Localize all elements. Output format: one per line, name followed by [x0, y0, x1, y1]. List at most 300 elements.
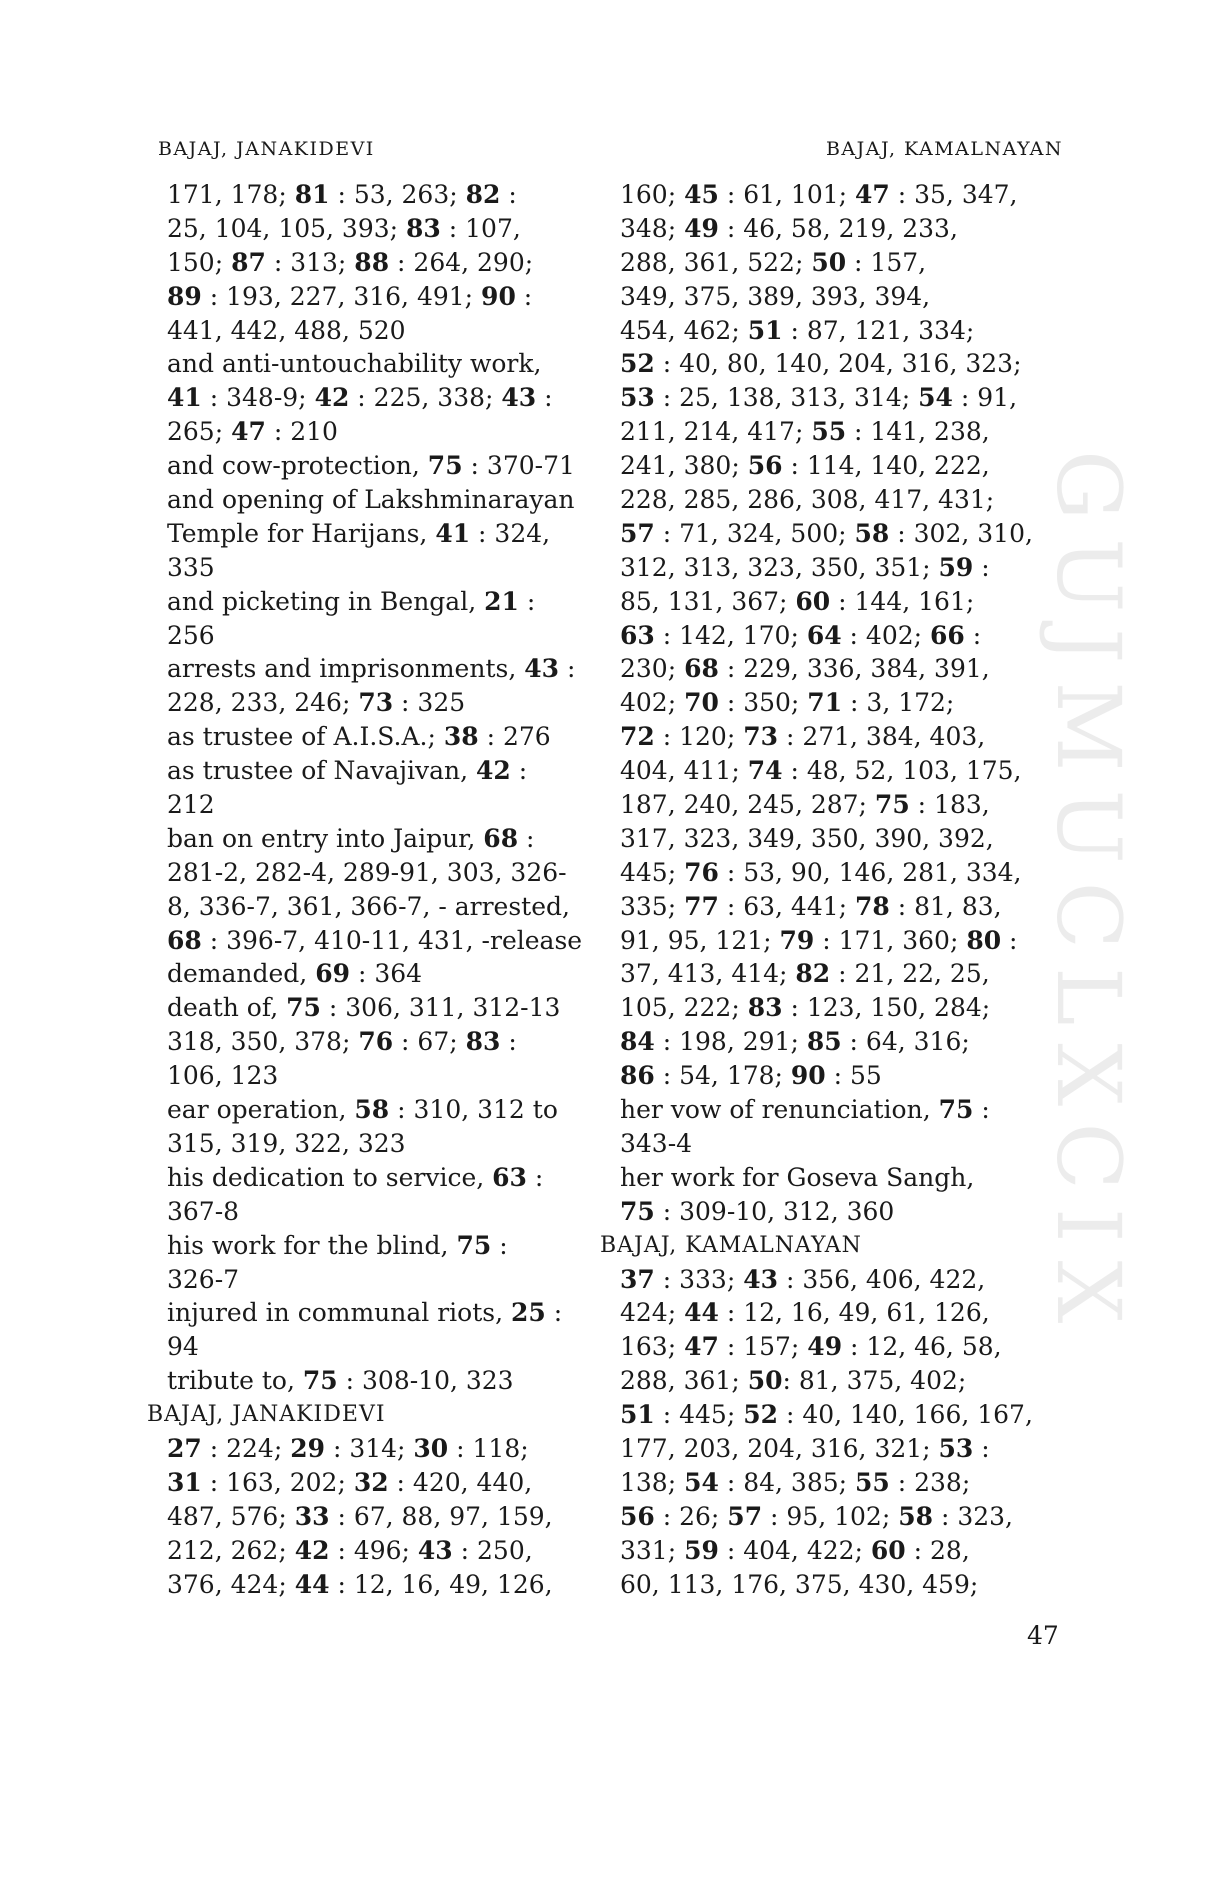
index-line [167, 551, 592, 585]
volume-number: 51 [747, 315, 783, 345]
index-text: : 61, 101; [718, 180, 855, 209]
index-text: 487, 576; [167, 1501, 295, 1531]
index-line [620, 347, 1070, 381]
index-text: : 64, 316; [841, 1027, 970, 1057]
index-text: : 28, [905, 1535, 970, 1565]
index-text: : 120; [654, 722, 744, 752]
volume-number: 70 [684, 688, 719, 718]
index-line [167, 1059, 592, 1093]
volume-number: 75 [620, 1196, 655, 1226]
index-text: 318, 350, 378; [167, 1027, 359, 1057]
volume-number: 75 [938, 1095, 974, 1125]
index-text: : 396-7, 410-11, 431, -release [201, 925, 583, 955]
volume-number: 90 [481, 281, 516, 311]
index-line [620, 924, 1070, 958]
index-line [620, 619, 1070, 653]
volume-number: 84 [620, 1027, 655, 1057]
volume-number: 43 [524, 654, 560, 684]
volume-number: 41 [435, 518, 471, 548]
volume-number: 81 [294, 180, 330, 209]
index-text: : 264, 290; [389, 247, 534, 277]
index-line [167, 314, 592, 348]
volume-number: 38 [443, 722, 479, 752]
volume-number: 75 [427, 451, 463, 481]
index-text: : 302, 310, [889, 518, 1033, 548]
volume-number: 83 [465, 1027, 501, 1057]
volume-number: 47 [231, 417, 266, 447]
index-text: : 54, 178; [654, 1061, 791, 1091]
index-text: : 95, 102; [762, 1501, 899, 1531]
index-text: : 250, [452, 1535, 533, 1565]
index-line [620, 1127, 1070, 1161]
index-text: : 12, 46, 58, [842, 1332, 1002, 1362]
index-text: 331; [620, 1535, 685, 1565]
index-line [620, 1330, 1070, 1364]
index-text: : 402; [841, 620, 931, 650]
index-text: 230; [620, 654, 685, 684]
index-line [167, 1195, 592, 1229]
index-line [167, 720, 592, 754]
index-text: and opening of Lakshminarayan [167, 485, 575, 515]
index-text: : 84, 385; [718, 1467, 855, 1497]
index-text: : [973, 1095, 990, 1125]
index-text: injured in communal riots, [167, 1298, 511, 1328]
index-text: 376, 424; [167, 1569, 295, 1599]
volume-number: 52 [743, 1400, 778, 1430]
index-text: : 333; [654, 1264, 744, 1294]
index-line [167, 1296, 592, 1330]
index-text: 317, 323, 349, 350, 390, 392, [620, 823, 994, 853]
index-line [167, 686, 592, 720]
index-text: : 350; [718, 688, 808, 718]
volume-number: 43 [743, 1264, 778, 1294]
index-text: : 309-10, 312, 360 [654, 1196, 895, 1226]
volume-number: 73 [358, 688, 394, 718]
volume-number: 76 [358, 1027, 394, 1057]
index-text: his dedication to service, [167, 1162, 493, 1192]
volume-number: 29 [290, 1433, 325, 1463]
volume-number: 43 [501, 383, 537, 413]
index-text: : 46, 58, 219, 233, [718, 213, 958, 243]
volume-number: 63 [620, 620, 655, 650]
index-text: 212, 262; [167, 1535, 295, 1565]
index-text: 85, 131, 367; [620, 586, 796, 616]
index-line [167, 415, 592, 449]
index-line [167, 1466, 592, 1500]
index-text: 8, 336-7, 361, 366-7, - arrested, [167, 891, 570, 921]
index-line [167, 1330, 592, 1364]
index-text: : 183, [909, 790, 990, 820]
volume-number: 42 [314, 383, 350, 413]
index-line [620, 1195, 1070, 1229]
index-line [620, 449, 1070, 483]
index-text: 177, 203, 204, 316, 321; [620, 1433, 939, 1463]
index-text: : 12, 16, 49, 61, 126, [718, 1298, 990, 1328]
index-text: : 157, [846, 247, 927, 277]
volume-number: 87 [231, 247, 266, 277]
index-text: 256 [167, 620, 215, 650]
index-text: and picketing in Bengal, [167, 586, 485, 616]
index-text: 228, 285, 286, 308, 417, 431; [620, 485, 995, 515]
index-text: : [510, 756, 528, 786]
index-text: ear operation, [167, 1095, 355, 1125]
index-text: tribute to, [167, 1366, 303, 1396]
index-line [620, 1161, 1070, 1195]
index-line [167, 1093, 592, 1127]
index-line [620, 686, 1070, 720]
index-text: 349, 375, 389, 393, 394, [620, 281, 931, 311]
index-line [167, 1534, 592, 1568]
volume-number: 79 [779, 925, 815, 955]
index-heading: BAJAJ, KAMALNAYAN [600, 1232, 862, 1258]
index-text: : [518, 586, 536, 616]
volume-number: 43 [417, 1535, 453, 1565]
index-text: : 3, 172; [842, 688, 955, 718]
volume-number: 47 [684, 1332, 719, 1362]
volume-number: 32 [353, 1467, 389, 1497]
index-line [167, 212, 592, 246]
index-text: : 364 [350, 959, 423, 989]
index-line [620, 1093, 1070, 1127]
index-text: : 224; [201, 1433, 291, 1463]
volume-number: 60 [870, 1535, 906, 1565]
index-line [620, 212, 1070, 246]
volume-number: 33 [294, 1501, 330, 1531]
volume-number: 59 [684, 1535, 719, 1565]
index-line [167, 652, 592, 686]
index-line [620, 415, 1070, 449]
index-text: : 107, [440, 213, 521, 243]
index-line [620, 1025, 1070, 1059]
index-line [167, 619, 592, 653]
index-line [167, 1432, 592, 1466]
index-text: : 348-9; [201, 383, 315, 413]
index-text: 288, 361; [620, 1366, 748, 1396]
running-head-left: BAJAJ, JANAKIDEVI [158, 138, 375, 160]
volume-number: 69 [315, 959, 351, 989]
index-text: : [559, 654, 576, 684]
index-text: : 310, 312 to [389, 1095, 558, 1125]
index-text: : 53, 263; [329, 180, 466, 209]
index-line [620, 1296, 1070, 1330]
index-text: : [545, 1298, 563, 1328]
volume-number: 25 [510, 1298, 546, 1328]
index-text: : 238; [889, 1467, 971, 1497]
volume-number: 53 [620, 383, 655, 413]
index-line [167, 1364, 592, 1398]
index-text: : 306, 311, 312-13 [320, 993, 561, 1023]
index-text: : [536, 383, 553, 413]
index-line [620, 1568, 1070, 1602]
index-text: demanded, [167, 959, 316, 989]
index-text: 171, 178; [167, 180, 295, 209]
index-column-right [600, 178, 1070, 1601]
index-text: 326-7 [167, 1264, 240, 1294]
index-line [620, 280, 1070, 314]
index-line [167, 1500, 592, 1534]
index-line [147, 1398, 592, 1432]
volume-number: 51 [620, 1400, 655, 1430]
volume-number: 50 [747, 1366, 783, 1396]
volume-number: 68 [483, 823, 519, 853]
index-line [620, 856, 1070, 890]
index-text: : 12, 16, 49, 126, [329, 1569, 553, 1599]
index-line [167, 1568, 592, 1602]
volume-number: 54 [918, 383, 953, 413]
volume-number: 86 [620, 1061, 655, 1091]
volume-number: 55 [811, 417, 847, 447]
index-text: her vow of renunciation, [620, 1095, 939, 1125]
index-line [167, 788, 592, 822]
index-line [167, 1161, 592, 1195]
index-text: 106, 123 [167, 1061, 279, 1091]
index-line [167, 1127, 592, 1161]
index-text: : 324, [470, 518, 551, 548]
index-text: death of, [167, 993, 287, 1023]
index-line [167, 1025, 592, 1059]
index-text: : [515, 281, 533, 311]
index-text: 445; [620, 857, 685, 887]
page-number: 47 [1027, 1621, 1059, 1650]
index-text: : 55 [825, 1061, 882, 1091]
index-text: : 35, 347, [889, 180, 1018, 209]
index-line [167, 585, 592, 619]
index-text: 441, 442, 488, 520 [167, 315, 406, 345]
index-line [620, 1263, 1070, 1297]
running-head-right: BAJAJ, KAMALNAYAN [825, 138, 1063, 160]
index-line [167, 1263, 592, 1297]
volume-number: 55 [855, 1467, 890, 1497]
index-text: : 271, 384, 403, [778, 722, 986, 752]
volume-number: 50 [811, 247, 847, 277]
index-text: 335; [620, 891, 685, 921]
index-text: : 53, 90, 146, 281, 334, [718, 857, 1022, 887]
index-text: 348; [620, 213, 685, 243]
index-text: : 198, 291; [654, 1027, 807, 1057]
volume-number: 44 [684, 1298, 719, 1328]
index-text: : [526, 1162, 544, 1192]
volume-number: 83 [406, 213, 441, 243]
index-text: : [973, 1433, 990, 1463]
index-line [620, 991, 1070, 1025]
index-text: arrests and imprisonments, [167, 654, 525, 684]
index-text: 404, 411; [620, 756, 748, 786]
index-text: : 356, 406, 422, [778, 1264, 986, 1294]
volume-number: 82 [465, 180, 501, 209]
volume-number: 21 [484, 586, 519, 616]
volume-number: 37 [620, 1264, 655, 1294]
index-text: as trustee of A.I.S.A.; [167, 722, 444, 752]
index-line [167, 856, 592, 890]
index-line [167, 178, 592, 212]
index-text: 228, 233, 246; [167, 688, 359, 718]
index-line [620, 890, 1070, 924]
index-line [620, 178, 1070, 212]
volume-number: 75 [302, 1366, 338, 1396]
index-text: : [1001, 925, 1018, 955]
index-text: 424; [620, 1298, 685, 1328]
index-text: : [964, 620, 982, 650]
index-text: 163; [620, 1332, 685, 1362]
index-text: : 71, 324, 500; [654, 518, 855, 548]
index-line [620, 1364, 1070, 1398]
index-line [620, 1534, 1070, 1568]
index-text: : 118; [448, 1433, 529, 1463]
volume-number: 78 [855, 891, 890, 921]
index-line [620, 483, 1070, 517]
volume-number: 57 [620, 518, 655, 548]
index-text: 312, 313, 323, 350, 351; [620, 552, 939, 582]
volume-number: 58 [898, 1501, 933, 1531]
volume-number: 53 [938, 1433, 974, 1463]
index-text: : 67; [393, 1027, 466, 1057]
volume-number: 83 [747, 993, 783, 1023]
volume-number: 58 [354, 1095, 390, 1125]
index-line [620, 1398, 1070, 1432]
index-text: : 81, 375, 402; [782, 1366, 967, 1396]
index-text: : 308-10, 323 [337, 1366, 514, 1396]
volume-number: 73 [743, 722, 778, 752]
index-text: : [518, 823, 535, 853]
index-text: : 142, 170; [654, 620, 807, 650]
index-text: : 87, 121, 334; [782, 315, 975, 345]
volume-number: 72 [620, 722, 655, 752]
index-text: : 91, [952, 383, 1018, 413]
index-text: : 210 [265, 417, 338, 447]
index-text: 94 [167, 1332, 199, 1362]
index-line [167, 924, 592, 958]
index-text: : 163, 202; [201, 1467, 354, 1497]
index-text: as trustee of Navajivan, [167, 756, 477, 786]
index-text: 402; [620, 688, 685, 718]
index-text: 91, 95, 121; [620, 925, 780, 955]
index-text: 138; [620, 1467, 685, 1497]
volume-number: 54 [684, 1467, 719, 1497]
index-text: : 40, 80, 140, 204, 316, 323; [654, 349, 1022, 379]
index-text: : 225, 338; [349, 383, 502, 413]
volume-number: 52 [620, 349, 655, 379]
index-line [167, 957, 592, 991]
volume-number: 75 [456, 1230, 492, 1260]
volume-number: 64 [806, 620, 842, 650]
index-text: : 229, 336, 384, 391, [718, 654, 990, 684]
index-text: : 157; [718, 1332, 808, 1362]
index-line [620, 1500, 1070, 1534]
index-text: : 404, 422; [718, 1535, 871, 1565]
volume-number: 76 [684, 857, 719, 887]
index-line [167, 822, 592, 856]
index-text: 211, 214, 417; [620, 417, 812, 447]
volume-number: 57 [727, 1501, 763, 1531]
index-line [167, 246, 592, 280]
index-text: 367-8 [167, 1196, 240, 1226]
index-line [620, 754, 1070, 788]
index-text: : 114, 140, 222, [782, 451, 990, 481]
index-text: : 81, 83, [889, 891, 1002, 921]
volume-number: 31 [167, 1467, 202, 1497]
volume-number: 63 [492, 1162, 527, 1192]
index-text: : 276 [478, 722, 551, 752]
index-line [620, 1432, 1070, 1466]
index-text: her work for Goseva Sangh, [620, 1162, 975, 1192]
index-line [167, 890, 592, 924]
index-text: : 370-71 [462, 451, 575, 481]
volume-number: 66 [930, 620, 965, 650]
index-line [620, 381, 1070, 415]
index-line [620, 957, 1070, 991]
index-text: 288, 361, 522; [620, 247, 812, 277]
index-line [167, 1229, 592, 1263]
index-text: : 67, 88, 97, 159, [329, 1501, 553, 1531]
index-text: : 48, 52, 103, 175, [782, 756, 1022, 786]
volume-number: 30 [413, 1433, 449, 1463]
index-text: and anti-untouchability work, [167, 349, 542, 379]
index-text: : [973, 552, 990, 582]
volume-number: 58 [854, 518, 890, 548]
index-text: 37, 413, 414; [620, 959, 796, 989]
index-text: : 323, [933, 1501, 1013, 1531]
index-text: : 420, 440, [388, 1467, 533, 1497]
index-line [620, 585, 1070, 619]
index-line [620, 517, 1070, 551]
volume-number: 41 [167, 383, 202, 413]
index-text: 343-4 [620, 1128, 693, 1158]
volume-number: 56 [620, 1501, 655, 1531]
volume-number: 89 [167, 281, 202, 311]
index-line [620, 788, 1070, 822]
index-text: 160; [620, 180, 685, 209]
volume-number: 44 [294, 1569, 330, 1599]
index-text: : 123, 150, 284; [782, 993, 991, 1023]
index-text: 150; [167, 247, 232, 277]
volume-number: 68 [684, 654, 719, 684]
index-line [167, 517, 592, 551]
index-line [620, 652, 1070, 686]
index-line [620, 314, 1070, 348]
volume-number: 47 [855, 180, 890, 209]
index-text: : 63, 441; [718, 891, 855, 921]
index-column-left [147, 178, 592, 1601]
index-heading: BAJAJ, JANAKIDEVI [147, 1402, 386, 1428]
index-text: : 314; [325, 1433, 414, 1463]
volume-number: 77 [684, 891, 719, 921]
index-text: : 26; [654, 1501, 728, 1531]
volume-number: 49 [684, 213, 719, 243]
index-text: : [500, 180, 517, 209]
volume-number: 74 [747, 756, 783, 786]
index-text: : 40, 140, 166, 167, [778, 1400, 1033, 1430]
index-text: Temple for Harijans, [167, 518, 436, 548]
volume-number: 45 [684, 180, 719, 209]
index-text: : [491, 1230, 508, 1260]
volume-number: 42 [476, 756, 511, 786]
index-text: : 496; [329, 1535, 418, 1565]
index-text: ban on entry into Jaipur, [167, 823, 484, 853]
volume-number: 56 [747, 451, 783, 481]
volume-number: 71 [807, 688, 843, 718]
volume-number: 80 [966, 925, 1002, 955]
index-line [167, 347, 592, 381]
index-text: 315, 319, 322, 323 [167, 1128, 406, 1158]
volume-number: 60 [795, 586, 831, 616]
index-text: 281-2, 282-4, 289-91, 303, 326- [167, 857, 567, 887]
index-text: : 141, 238, [846, 417, 990, 447]
volume-number: 82 [795, 959, 831, 989]
index-text: : 25, 138, 313, 314; [654, 383, 919, 413]
volume-number: 42 [294, 1535, 330, 1565]
volume-number: 75 [874, 790, 910, 820]
volume-number: 49 [807, 1332, 843, 1362]
